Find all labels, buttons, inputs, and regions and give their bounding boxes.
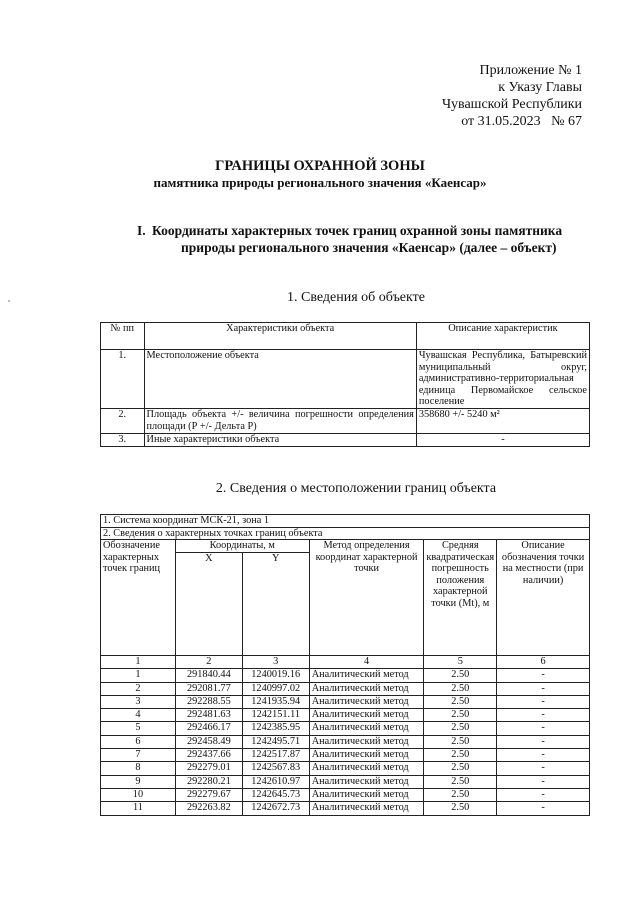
error: 2.50: [424, 762, 497, 775]
method: Аналитический метод: [309, 695, 424, 708]
appendix-line: Чувашской Республики: [441, 97, 582, 112]
column-number: 3: [242, 656, 309, 669]
coord-x: 292279.01: [175, 762, 242, 775]
point-id: 2: [101, 682, 176, 695]
table-header-row: [101, 323, 590, 350]
coord-x: 292481.63: [175, 709, 242, 722]
table-row: [101, 434, 590, 447]
method: Аналитический метод: [309, 775, 424, 788]
error: 2.50: [424, 709, 497, 722]
coord-x: 292288.55: [175, 695, 242, 708]
header-char: Характеристики объекта: [144, 323, 416, 350]
point-id: 11: [101, 802, 176, 815]
point-desc: -: [497, 722, 590, 735]
error: 2.50: [424, 669, 497, 682]
appendix-line: от 31.05.2023 № 67: [461, 114, 582, 129]
point-id: 5: [101, 722, 176, 735]
table-row: [101, 350, 590, 409]
point-desc: -: [497, 682, 590, 695]
coord-y: 1242385.95: [242, 722, 309, 735]
header-error: Средняя квадратическая погрешность положения характерной точки (Mt), м: [424, 540, 497, 656]
error: 2.50: [424, 788, 497, 801]
point-desc: -: [497, 762, 590, 775]
header-method: Метод определения координат характерной точки: [309, 540, 424, 656]
column-number: 2: [175, 656, 242, 669]
coord-x: 291840.44: [175, 669, 242, 682]
table-row: [101, 682, 590, 695]
column-number: 5: [424, 656, 497, 669]
document-subtitle: памятника природы регионального значения «Каенсар»: [153, 175, 487, 190]
boundary-table: [100, 514, 590, 816]
coord-y: 1240019.16: [242, 669, 309, 682]
cell-char: Площадь объекта +/- величина погрешности определения площади (Р +/- Дельта Р): [144, 409, 416, 434]
method: Аналитический метод: [309, 669, 424, 682]
point-desc: -: [497, 749, 590, 762]
header-point: Обозначение характерных точек границ: [101, 540, 176, 656]
header-desc: Описание характеристик: [416, 323, 589, 350]
coord-y: 1242610.97: [242, 775, 309, 788]
error: 2.50: [424, 775, 497, 788]
points-subtitle: 2. Сведения о характерных точках границ объекта: [101, 527, 590, 540]
point-id: 9: [101, 775, 176, 788]
column-number-row: [101, 656, 590, 669]
method: Аналитический метод: [309, 722, 424, 735]
scan-speck: [8, 300, 10, 302]
boundary-heading: 2. Сведения о местоположении границ объекта: [215, 481, 497, 496]
error: 2.50: [424, 735, 497, 748]
header-x: X: [175, 552, 242, 656]
cell-char: Местоположение объекта: [144, 350, 416, 409]
table-row: [101, 709, 590, 722]
point-desc: -: [497, 802, 590, 815]
method: Аналитический метод: [309, 749, 424, 762]
coord-y: 1242517.87: [242, 749, 309, 762]
points-body: [101, 669, 590, 815]
point-id: 8: [101, 762, 176, 775]
section-title-line: природы регионального значения «Каенсар» (далее – объект): [181, 240, 557, 255]
coordinate-system: 1. Система координат МСК-21, зона 1: [101, 515, 590, 528]
cell-num: 3.: [101, 434, 145, 447]
point-id: 3: [101, 695, 176, 708]
error: 2.50: [424, 802, 497, 815]
method: Аналитический метод: [309, 762, 424, 775]
error: 2.50: [424, 682, 497, 695]
table-row: [101, 735, 590, 748]
point-desc: -: [497, 669, 590, 682]
coord-y: 1240997.02: [242, 682, 309, 695]
table-header-row: [101, 540, 590, 553]
point-desc: -: [497, 735, 590, 748]
coord-x: 292279.67: [175, 788, 242, 801]
point-id: 6: [101, 735, 176, 748]
section-title: [152, 222, 582, 256]
table-row: [101, 669, 590, 682]
point-desc: -: [497, 695, 590, 708]
point-desc: -: [497, 788, 590, 801]
coord-y: 1242151.11: [242, 709, 309, 722]
object-info-table: [100, 322, 590, 447]
column-number: 4: [309, 656, 424, 669]
point-desc: -: [497, 709, 590, 722]
table-row: [101, 762, 590, 775]
coord-y: 1242567.83: [242, 762, 309, 775]
header-y: Y: [242, 552, 309, 656]
object-info-heading: 1. Сведения об объекте: [287, 290, 425, 305]
table-row: [101, 788, 590, 801]
table-row: [101, 409, 590, 434]
cell-num: 2.: [101, 409, 145, 434]
coord-y: 1242672.73: [242, 802, 309, 815]
cell-desc: Чувашская Республика, Батыревский муниципальный округ, административно-территориальная единица Первомайское сельское поселение: [416, 350, 589, 409]
coord-x: 292263.82: [175, 802, 242, 815]
cell-desc: 358680 +/- 5240 м²: [416, 409, 589, 434]
section-title-line: Координаты характерных точек границ охранной зоны памятника: [152, 223, 563, 238]
point-id: 10: [101, 788, 176, 801]
point-desc: -: [497, 775, 590, 788]
header-desc: Описание обозначения точки на местности (при наличии): [497, 540, 590, 656]
coord-x: 292081.77: [175, 682, 242, 695]
header-num: № пп: [101, 323, 145, 350]
coord-x: 292458.49: [175, 735, 242, 748]
column-number: 1: [101, 656, 176, 669]
cell-desc: -: [416, 434, 589, 447]
method: Аналитический метод: [309, 735, 424, 748]
table-row: [101, 749, 590, 762]
system-row: [101, 515, 590, 528]
table-row: [101, 775, 590, 788]
method: Аналитический метод: [309, 709, 424, 722]
coord-x: 292437.66: [175, 749, 242, 762]
document-title: ГРАНИЦЫ ОХРАННОЙ ЗОНЫ: [215, 158, 425, 174]
coord-y: 1242495.71: [242, 735, 309, 748]
header-coords: Координаты, м: [175, 540, 309, 553]
cell-num: 1.: [101, 350, 145, 409]
method: Аналитический метод: [309, 788, 424, 801]
table-row: [101, 722, 590, 735]
error: 2.50: [424, 722, 497, 735]
point-id: 7: [101, 749, 176, 762]
method: Аналитический метод: [309, 802, 424, 815]
point-id: 4: [101, 709, 176, 722]
error: 2.50: [424, 695, 497, 708]
table-row: [101, 802, 590, 815]
error: 2.50: [424, 749, 497, 762]
appendix-header: [442, 62, 582, 130]
appendix-line: Приложение № 1: [479, 63, 582, 78]
cell-char: Иные характеристики объекта: [144, 434, 416, 447]
coord-y: 1241935.94: [242, 695, 309, 708]
section-number: I.: [137, 223, 146, 238]
coord-x: 292466.17: [175, 722, 242, 735]
point-id: 1: [101, 669, 176, 682]
table-row: [101, 695, 590, 708]
coord-x: 292280.21: [175, 775, 242, 788]
column-number: 6: [497, 656, 590, 669]
subtitle-row: [101, 527, 590, 540]
coord-y: 1242645.73: [242, 788, 309, 801]
appendix-line: к Указу Главы: [498, 80, 582, 95]
method: Аналитический метод: [309, 682, 424, 695]
